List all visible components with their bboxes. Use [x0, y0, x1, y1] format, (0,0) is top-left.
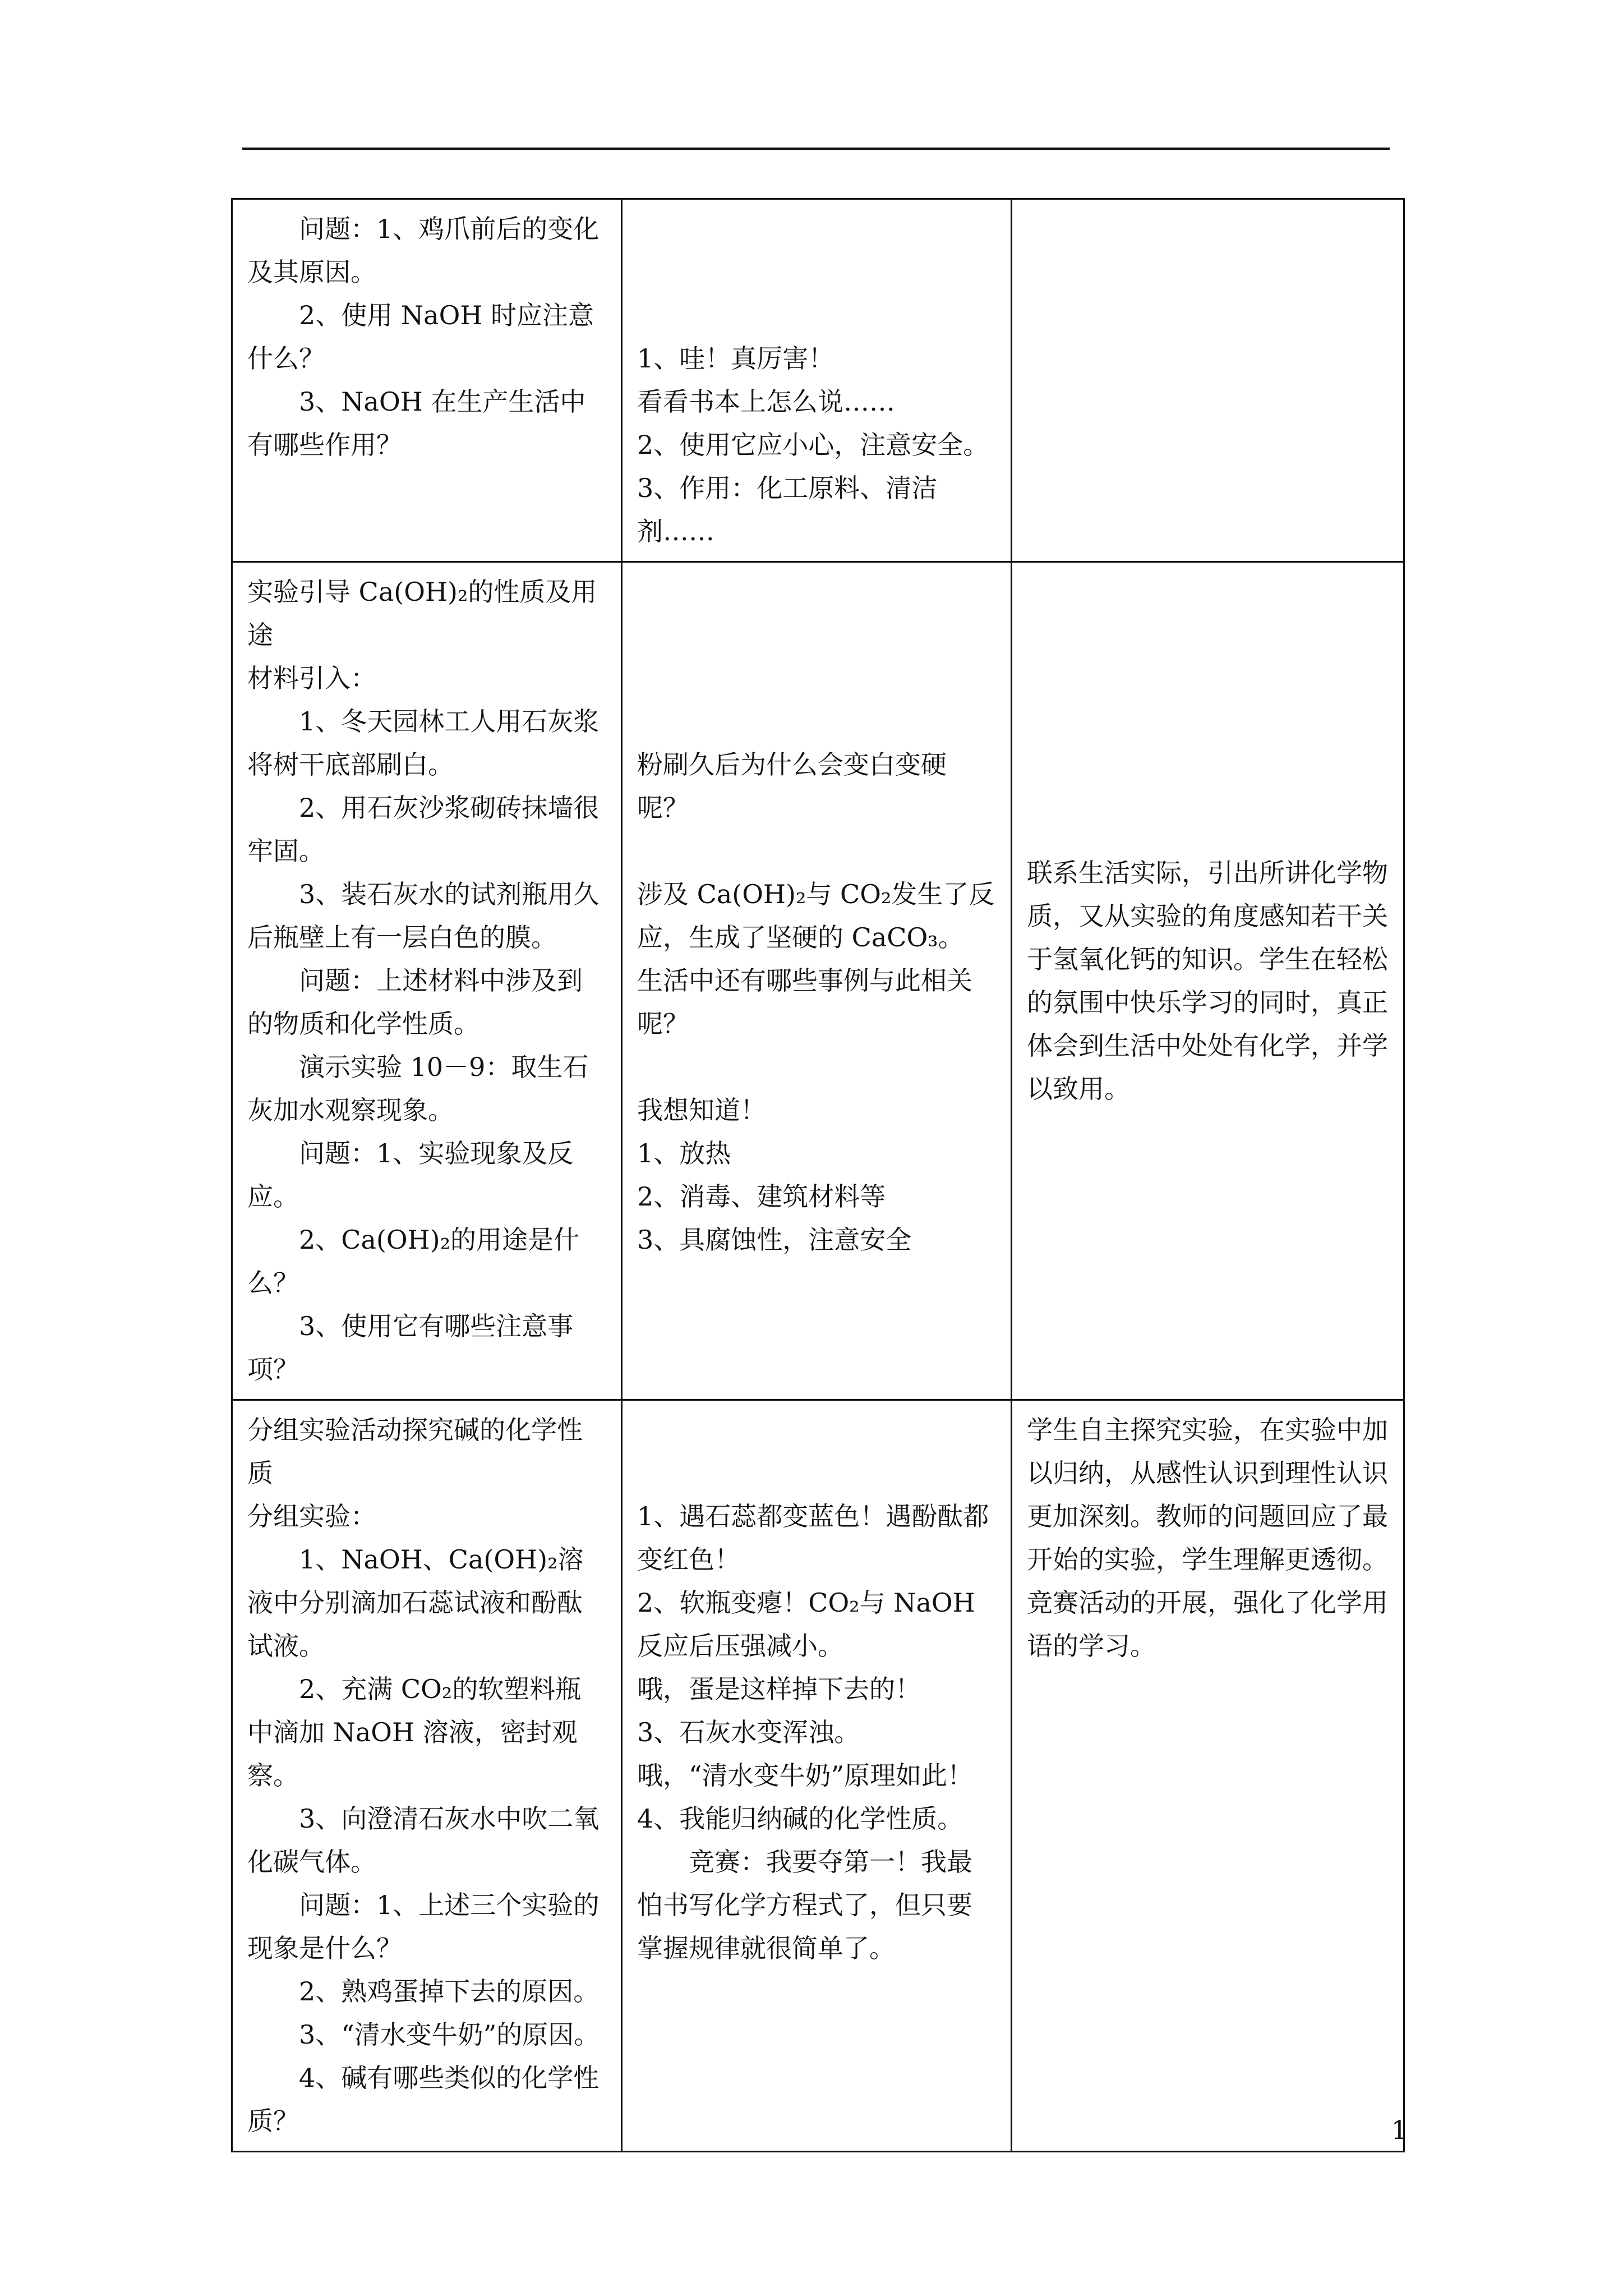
text-line: [637, 614, 996, 657]
text-line: 2、充满 CO₂的软塑料瓶中滴加 NaOH 溶液，密封观察。: [247, 1674, 582, 1791]
text-line: [637, 1046, 996, 1089]
text-line: 3、石灰水变浑浊。: [637, 1717, 860, 1747]
student-activity-cell: [622, 562, 1012, 1400]
text-line: 2、消毒、建筑材料等: [637, 1181, 886, 1212]
text-line: 2、Ca(OH)₂的用途是什么？: [247, 1225, 580, 1298]
text-line: 我想知道！: [637, 1095, 766, 1125]
text-line: 1、冬天园林工人用石灰浆将树干底部刷白。: [247, 706, 600, 780]
text-line: 2、使用 NaOH 时应注意什么？: [247, 300, 594, 374]
design-intent-cell: [1012, 1400, 1404, 2152]
text-line: 竞赛：我要夺第一！我最怕书写化学方程式了，但只要掌握规律就很简单了。: [637, 1847, 972, 1963]
design-intent-cell: [1012, 199, 1404, 562]
text-line: 3、使用它有哪些注意事项？: [247, 1311, 574, 1384]
text-line: 2、使用它应小心，注意安全。: [637, 430, 989, 460]
text-line: 学生自主探究实验，在实验中加以归纳，从感性认识到理性认识更加深刻。教师的问题回应了最开始的实验，学生理解更透彻。竞赛活动的开展，强化了化学用语的学习。: [1027, 1415, 1388, 1661]
text-line: 生活中还有哪些事例与此相关呢？: [637, 965, 972, 1039]
text-line: 1、遇石蕊都变蓝色！遇酚酞都变红色！: [637, 1501, 989, 1575]
text-line: 演示实验 10－9：取生石灰加水观察现象。: [247, 1052, 589, 1125]
text-line: 粉刷久后为什么会变白变硬呢？: [637, 749, 947, 823]
text-line: 2、熟鸡蛋掉下去的原因。: [299, 1976, 600, 2007]
text-line: 3、具腐蚀性，注意安全: [637, 1225, 912, 1255]
design-intent-cell: [1012, 562, 1404, 1400]
text-line: 1、哇！真厉害！: [637, 343, 834, 374]
text-line: [637, 294, 996, 337]
text-line: [637, 830, 996, 873]
page-number: 1: [1391, 2115, 1408, 2145]
teacher-activity-cell: [232, 562, 622, 1400]
text-line: 3、“清水变牛奶”的原因。: [299, 2019, 600, 2050]
text-line: [637, 700, 996, 743]
lesson-plan-table: [231, 198, 1405, 2152]
text-line: 1、放热: [637, 1138, 731, 1168]
text-line: [637, 208, 996, 251]
text-line: 3、向澄清石灰水中吹二氧化碳气体。: [247, 1803, 600, 1877]
header-rule: [242, 148, 1390, 150]
text-line: 实验引导 Ca(OH)₂的性质及用途: [247, 577, 597, 650]
text-line: 3、NaOH 在生产生活中有哪些作用？: [247, 386, 586, 460]
table-row-naoh-questions: [232, 199, 1404, 562]
text-line: 3、作用：化工原料、清洁剂……: [637, 473, 938, 546]
text-line: 1、NaOH、Ca(OH)₂溶液中分别滴加石蕊试液和酚酞试液。: [247, 1544, 584, 1661]
text-line: 分组实验：: [247, 1501, 376, 1531]
text-line: 哦，“清水变牛奶”原理如此！: [637, 1760, 974, 1791]
text-line: 问题：1、实验现象及反应。: [247, 1138, 574, 1212]
student-activity-cell: [622, 199, 1012, 562]
text-line: 问题：1、上述三个实验的现象是什么？: [247, 1890, 600, 1963]
text-line: 4、碱有哪些类似的化学性质？: [247, 2063, 600, 2136]
text-line: 材料引入：: [247, 663, 376, 693]
text-line: [637, 1409, 996, 1452]
table-row-base-properties-experiments: [232, 1400, 1404, 2152]
student-activity-cell: [622, 1400, 1012, 2152]
text-line: 问题：1、鸡爪前后的变化及其原因。: [247, 214, 600, 287]
teacher-activity-cell: [232, 199, 622, 562]
text-line: 问题：上述材料中涉及到的物质和化学性质。: [247, 965, 583, 1039]
text-line: 涉及 Ca(OH)₂与 CO₂发生了反应，生成了坚硬的 CaCO₃。: [637, 879, 995, 953]
text-line: [637, 657, 996, 700]
text-line: 2、软瓶变瘪！CO₂与 NaOH 反应后压强减小。: [637, 1588, 984, 1661]
text-line: [637, 570, 996, 614]
text-line: [637, 251, 996, 294]
text-line: [637, 1452, 996, 1495]
text-line: 哦，蛋是这样掉下去的！: [637, 1674, 921, 1704]
text-line: 看看书本上怎么说……: [637, 386, 895, 417]
text-line: 分组实验活动探究碱的化学性质: [247, 1415, 583, 1488]
text-line: 联系生活实际，引出所讲化学物质，又从实验的角度感知若干关于氢氧化钙的知识。学生在轻松的氛围中快乐学习的同时，真正体会到生活中处处有化学，并学以致用。: [1027, 857, 1388, 1104]
text-line: 2、用石灰沙浆砌砖抹墙很牢固。: [247, 793, 600, 866]
teacher-activity-cell: [232, 1400, 622, 2152]
text-line: 3、装石灰水的试剂瓶用久后瓶壁上有一层白色的膜。: [247, 879, 600, 953]
table-row-caoh2-properties: [232, 562, 1404, 1400]
text-line: 4、我能归纳碱的化学性质。: [637, 1803, 963, 1834]
